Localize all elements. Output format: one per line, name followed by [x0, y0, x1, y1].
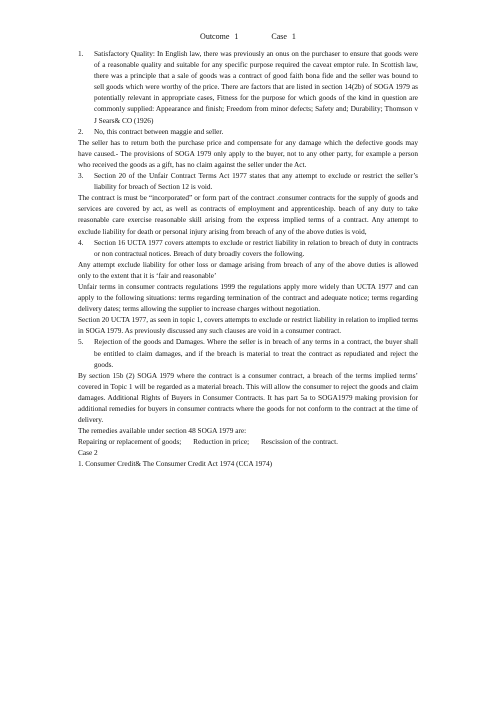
paragraph-text: No, this contract between maggie and seller. — [94, 126, 224, 136]
remedy-item: Reduction in price; — [193, 437, 250, 447]
paragraph-number: 2. — [78, 126, 84, 136]
paragraph-2 — [78, 126, 418, 137]
remedies-intro: The remedies available under section 48 SOGA 1979 are: — [78, 426, 247, 436]
paragraph-text: Section 20 UCTA 1977, as seen in topic 1, covers attempts to exclude or restrict liability in relation to implied terms in SOGA 1979. As previously discussed any such clauses are void in a consumer contract. — [78, 315, 418, 336]
paragraph-number: 4. — [78, 237, 84, 247]
paragraph-5 — [78, 336, 418, 369]
paragraph-text: Any attempt exclude liability for other loss or damage arising from breach of any of the above duties is allowed only to the extent that it is ‘fair and reasonable’ — [78, 259, 418, 280]
paragraph-text: Section 16 UCTA 1977 covers attempts to exclude or restrict liability in relation to breach of duty in contracts or non contractual notices. Breach of duty broadly covers the following. — [94, 237, 418, 258]
paragraph-number: 3. — [78, 171, 84, 181]
remedy-item: Repairing or replacement of goods; — [78, 437, 182, 447]
case-2-heading: Case 2 — [78, 448, 98, 458]
paragraph-1 — [78, 48, 418, 126]
paragraph-4 — [78, 237, 418, 259]
remedies-list — [78, 436, 418, 447]
paragraph-text: The contract is must be “incorporated” or form part of the contract .consumer contracts for the supply of goods and services are covered by act, as well as contracts of employment and apprenticeship. beach of any duty to take reasonable care exercise reasonable skill arising from the express implied terms of a contract. Any attempt to exclude liability for death or personal injury arising from breach of any of the above duties is void, — [78, 193, 418, 236]
paragraph-text: The seller has to return both the purchase price and compensate for any damage which the defective goods may have caused.- The provisions of SOGA 1979 only apply to the buyer, not to any other party, for example a person who received the goods as a gift, has no claim against the seller under the Act. — [78, 137, 418, 169]
paragraph-text: Satisfactory Quality: In English law, there was previously an onus on the purchaser to ensure that goods were of a reasonable quality and suitable for any specific purpose required the caveat emptor rule. In Scottish law, there was a principle that a sale of goods was a contract of good faith bona fide and the seller was bound to sell goods which were worthy of the price. There are factors that are listed in section 14(2b) of SOGA 1979 as potentially relevant in appropriate cases, Fitness for the purpose for which goods of the kind in question are commonly supplied: Appearance and finish; Freedom from minor defects; Safety and; Durability; Thomson v J Sears& CO (1926) — [94, 49, 418, 125]
document-title — [0, 32, 496, 41]
paragraph-text: By section 15b (2) SOGA 1979 where the contract is a consumer contract, a breach of the terms implied terms’ covered in Topic 1 will be regarded as a material breach. This will allow the consumer to reject the goods and claim damages. Additional Rights of Buyers in Consumer Contracts. It has part 5a to SOGA1979 making provision for additional remedies for buyers in consumer contracts where the goods for not conform to the contract at the time of delivery. — [78, 370, 418, 425]
case-2-item: 1. Consumer Credit& The Consumer Credit Act 1974 (CCA 1974) — [78, 459, 273, 469]
paragraph-text: Section 20 of the Unfair Contract Terms Act 1977 states that any attempt to exclude or restrict the seller’s liability for breach of Section 12 is void. — [94, 171, 418, 192]
paragraph-number: 1. — [78, 49, 84, 58]
case-label: Case 1 — [271, 32, 296, 41]
paragraph-number: 5. — [78, 337, 84, 347]
remedy-item: Rescission of the contract. — [260, 437, 338, 447]
outcome-label: Outcome 1 — [200, 32, 239, 41]
paragraph-text: Unfair terms in consumer contracts regulations 1999 the regulations apply more widely than UCTA 1977 and can apply to the following situations: terms regarding termination of the contract and adequate notice; terms regarding delivery dates; terms allowing the supplier to increase charges without negotiation. — [78, 281, 418, 314]
paragraph-text: Rejection of the goods and Damages. Where the seller is in breach of any terms in a contract, the buyer shall be entitled to claim damages, and if the breach is material to treat the contract as repudiated and reject the goods. — [94, 337, 418, 369]
paragraph-3 — [78, 170, 418, 192]
document-body — [78, 48, 418, 470]
